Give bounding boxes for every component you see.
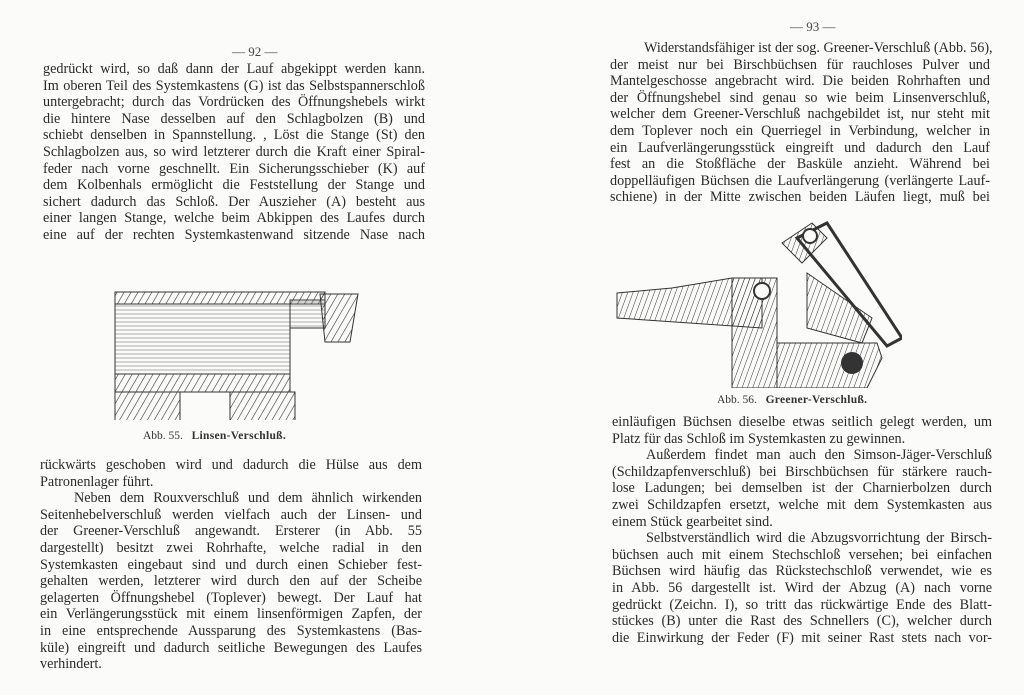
- figure-caption: [143, 430, 286, 442]
- text-line: dargestellt) besitzt zwei Rohrhafte, welche radial in den: [40, 539, 422, 556]
- text-line: gehalten werden, letzterer wird durch den auf der Scheibe: [40, 573, 422, 590]
- text-line: der Öffnungshebel sind genau so wie beim Linsenverschluß,: [610, 89, 990, 106]
- text-line: Im oberen Teil des Systemkastens (G) ist das Selbstspannerschloß: [43, 77, 425, 94]
- text-line: verhindert.: [40, 656, 102, 673]
- figure-caption: [717, 394, 867, 406]
- text-block-1: [43, 61, 425, 244]
- text-line: ein Verlängerungsstück mit einem linsenförmigen Zapfen, der: [40, 606, 422, 623]
- figure-label: Abb. 56.: [717, 394, 757, 406]
- text-line: die hintere Nase desselben auf den Schlagbolzen (B) und: [43, 110, 425, 127]
- text-line: Mantelgeschosse angebracht wird. Die beiden Rohrhaften und: [610, 73, 990, 90]
- text-line: Widerstandsfähiger ist der sog. Greener-Verschluß (Abb. 56),: [644, 40, 993, 56]
- text-line: Patronenlager führt.: [40, 473, 154, 490]
- figure-55-linsen-verschluss: [110, 280, 370, 420]
- text-line: schiebt denselben in Spannstellung. , Löst die Stange (St) den: [43, 127, 425, 144]
- figure-title: Greener-Verschluß.: [765, 394, 868, 406]
- text-line: stückes (B) unter die Rast des Schnellers (C), welcher durch: [612, 613, 992, 630]
- text-line: Systemkasten eingebaut sind und durch einen Schieber fest-: [40, 556, 422, 573]
- text-block-2: [40, 457, 422, 673]
- text-line: der meist nur bei Birschbüchsen für rauchloses Pulver und: [610, 56, 990, 73]
- text-line: in Abb. 56 dargestellt ist. Wird der Abzug (A) nach vorne: [612, 579, 992, 596]
- text-block-1: [610, 40, 993, 206]
- text-line: Platz für das Schloß im Systemkasten zu gewinnen.: [612, 430, 906, 447]
- figure-label: Abb. 55.: [143, 430, 183, 442]
- text-line: Schlagbolzen aus, so wird letzterer durch die Kraft einer Spiral-: [43, 143, 425, 160]
- text-block-2: [612, 414, 992, 646]
- text-line: ein Laufverlängerungsstück eingreift und dadurch den Lauf: [610, 139, 990, 156]
- text-line: gelagerten Öffnungshebel (Toplever) bewegt. Der Lauf hat: [40, 589, 422, 606]
- text-line: rückwärts geschoben wird und dadurch die Hülse aus dem: [40, 457, 422, 473]
- text-line: der Greener-Verschluß angewandt. Ersterer (in Abb. 55: [40, 523, 422, 540]
- text-line: Außerdem findet man auch den Simson-Jäger-Verschluß: [646, 447, 992, 464]
- text-line: lose Ladungen; bei demselben ist der Charnierbolzen durch: [612, 480, 992, 497]
- text-line: doppelläufigen Büchsen die Laufverlängerung (verlängerte Lauf-: [610, 172, 990, 189]
- text-line: dem Toplever noch ein Querriegel in Verbindung, welcher in: [610, 122, 990, 139]
- text-line: Selbstverständlich wird die Abzugsvorrichtung der Birsch-: [646, 530, 992, 547]
- figure-56-greener-verschluss: [612, 218, 902, 388]
- text-line: küle) eingreift und dadurch seitliche Bewegungen des Laufes: [40, 639, 422, 656]
- text-line: Büchsen wird häufig das Rückstechschloß verwendet, wie es: [612, 563, 992, 580]
- text-line: schiene) in der Mitte zwischen beiden Läufen liegt, muß bei: [610, 189, 990, 206]
- figure-title: Linsen-Verschluß.: [191, 430, 287, 442]
- right-page: [512, 0, 1024, 695]
- text-line: einläufigen Büchsen dieselbe etwas seitlich gelegt werden, um: [612, 414, 992, 430]
- text-line: Neben dem Rouxverschluß und dem ähnlich wirkenden: [74, 490, 422, 507]
- text-line: büchsen auch mit einem Stechschloß versehen; bei einfachen: [612, 546, 992, 563]
- text-line: einer langen Stange, welche beim Abkippen des Laufes durch: [43, 210, 425, 227]
- text-line: welcher dem Greener-Verschluß nachgebildet ist, nur steht mit: [610, 106, 990, 123]
- text-line: fest an die Stoßfläche der Basküle anzieht. Während bei: [610, 156, 990, 173]
- text-line: (Schildzapfenverschluß) bei Birschbüchsen für stärkere rauch-: [612, 463, 992, 480]
- text-line: gedrückt (Zeichn. I), so tritt das rückwärtige Ende des Blatt-: [612, 596, 992, 613]
- text-line: einem Stück gearbeitet sind.: [612, 513, 773, 530]
- text-line: Seitenhebelverschluß werden vielfach auch der Linsen- und: [40, 506, 422, 523]
- text-line: gedrückt wird, so daß dann der Lauf abgekippt werden kann.: [43, 61, 425, 77]
- text-line: feder nach vorne geschnellt. Ein Sicherungsschieber (K) auf: [43, 160, 425, 177]
- page-number: — 92 —: [232, 44, 278, 59]
- text-line: sichert dadurch das Schloß. Der Auszieher (A) besteht aus: [43, 193, 425, 210]
- text-line: dem Kolbenhals ermöglicht die Feststellung der Stange und: [43, 177, 425, 194]
- text-line: in eine entsprechende Aussparung des Systemkastens (Bas-: [40, 622, 422, 639]
- page-number: — 93 —: [790, 19, 836, 34]
- text-line: zwei Schildzapfen ersetzt, welche mit dem Systemkasten aus: [612, 496, 992, 513]
- text-line: untergebracht; durch das Vordrücken des Öffnungshebels wirkt: [43, 94, 425, 111]
- text-line: eine auf der rechten Systemkastenwand sitzende Nase nach: [43, 226, 425, 243]
- text-line: die Einwirkung der Feder (F) mit seiner Rast stets nach vor-: [612, 629, 992, 646]
